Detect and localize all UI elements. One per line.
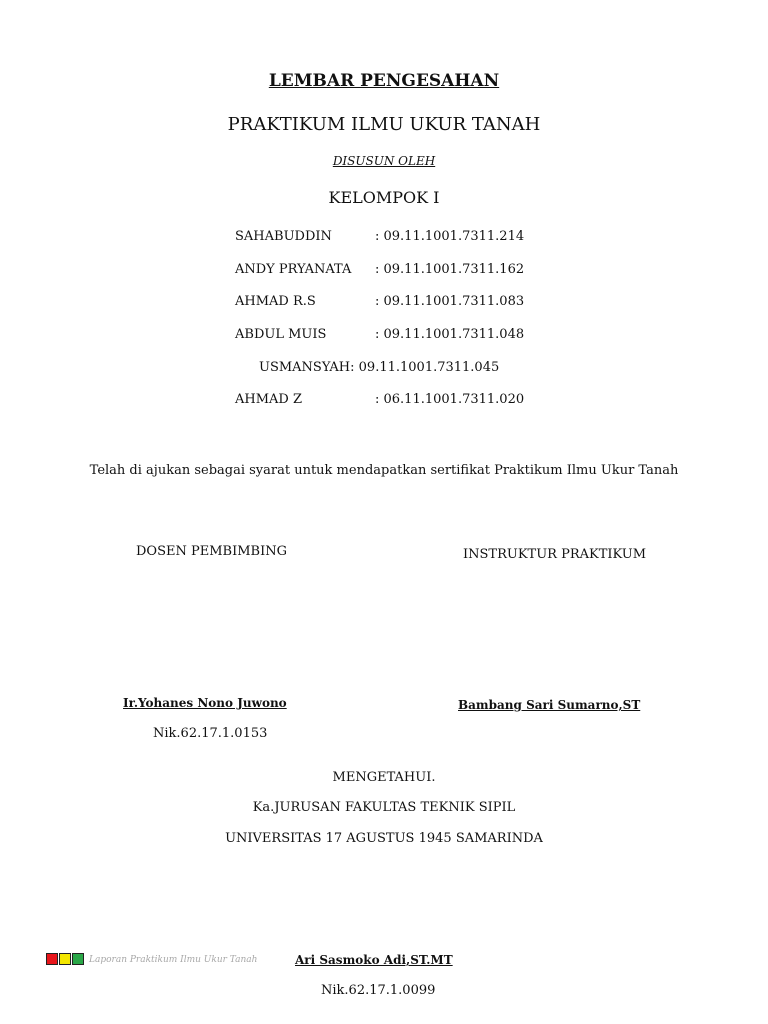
advisor-name: Ir.Yohanes Nono Juwono: [123, 696, 287, 710]
green-square-icon: [72, 953, 84, 965]
member-name: AHMAD Z: [235, 392, 303, 407]
member-name: ANDY PRYANATA: [235, 262, 352, 277]
advisor-role: DOSEN PEMBIMBING: [136, 544, 287, 559]
document-subtitle: PRAKTIKUM ILMU UKUR TANAH: [227, 114, 541, 135]
acknowledgement-label: MENGETAHUI.: [332, 770, 436, 785]
instructor-role: INSTRUKTUR PRAKTIKUM: [463, 547, 647, 562]
group-label: KELOMPOK I: [328, 188, 440, 207]
member-nim: : 09.11.1001.7311.083: [375, 294, 525, 309]
member-name: AHMAD R.S: [235, 294, 316, 309]
department-name: Ka.JURUSAN FAKULTAS TEKNIK SIPIL: [252, 800, 516, 815]
member-inline: USMANSYAH: 09.11.1001.7311.045: [259, 360, 500, 375]
member-nim: : 09.11.1001.7311.214: [375, 229, 525, 244]
head-nik: Nik.62.17.1.0099: [321, 983, 436, 998]
footer-icons: [46, 953, 84, 965]
member-name: SAHABUDDIN: [235, 229, 332, 244]
university-name: UNIVERSITAS 17 AGUSTUS 1945 SAMARINDA: [225, 831, 543, 846]
instructor-name: Bambang Sari Sumarno,ST: [458, 698, 641, 712]
head-name: Ari Sasmoko Adi,ST.MT: [295, 953, 453, 967]
advisor-nik: Nik.62.17.1.0153: [153, 726, 268, 741]
member-nim: : 09.11.1001.7311.048: [375, 327, 525, 342]
member-nim: : 09.11.1001.7311.162: [375, 262, 525, 277]
footer-text: Laporan Praktikum Ilmu Ukur Tanah: [89, 955, 258, 965]
statement-text: Telah di ajukan sebagai syarat untuk mendapatkan sertifikat Praktikum Ilmu Ukur Tanah: [89, 463, 679, 478]
yellow-square-icon: [59, 953, 71, 965]
document-title: LEMBAR PENGESAHAN: [268, 71, 500, 91]
member-nim: : 06.11.1001.7311.020: [375, 392, 525, 407]
red-square-icon: [46, 953, 58, 965]
member-name: ABDUL MUIS: [235, 327, 327, 342]
compiled-by-label: DISUSUN OLEH: [332, 154, 436, 168]
